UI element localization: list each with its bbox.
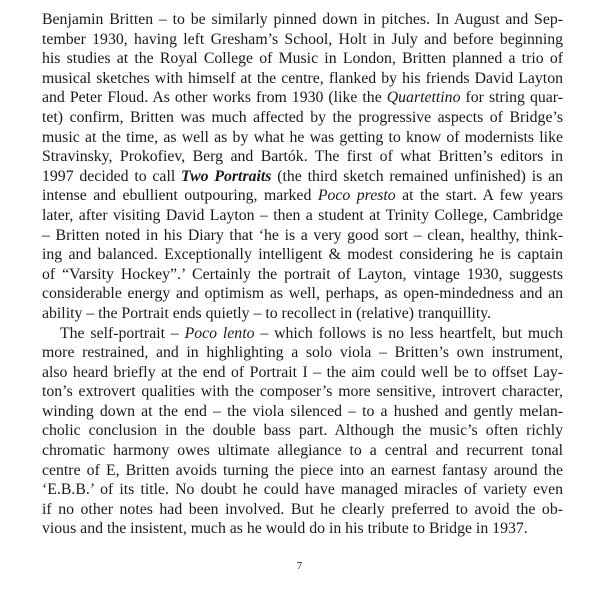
text-line xyxy=(42,304,563,324)
text-run: also heard briefly at the end of Portrait I – the aim could well be to offset Lay- xyxy=(42,363,563,381)
text-line xyxy=(42,226,563,246)
text-line xyxy=(42,324,563,344)
text-run: of “Varsity Hockey”.’ Certainly the portrait of Layton, vintage 1930, suggests xyxy=(42,265,563,283)
body-text xyxy=(42,10,563,539)
italic-term: Quartettino xyxy=(386,89,461,107)
text-run: ‘E.B.B.’ of its title. No doubt he could have managed miracles of variety even xyxy=(42,481,563,499)
text-run: vious and the insistent, much as he would do in his tribute to Bridge in 1937. xyxy=(42,520,528,538)
text-line xyxy=(42,147,563,167)
text-run: at the start. A few years xyxy=(395,187,564,205)
text-line xyxy=(42,343,563,363)
text-line xyxy=(42,519,563,539)
text-run: intense and ebullient outpouring, marked xyxy=(42,187,318,205)
text-run: music at the time, as well as by what he was getting to know of modernists like xyxy=(42,128,563,146)
text-line xyxy=(42,49,563,69)
text-run: tet) confirm, Britten was much affected by the progressive aspects of Bridge’s xyxy=(42,108,563,126)
text-run: later, after visiting David Layton – then a student at Trinity College, Cambridge xyxy=(42,206,563,224)
text-line xyxy=(42,500,563,520)
text-line xyxy=(42,480,563,500)
italic-term: Poco lento xyxy=(184,324,255,342)
text-run: considerable energy and optimism as well, perhaps, as open-mindedness and an xyxy=(42,285,563,303)
text-run: (the third sketch remained unfinished) is an xyxy=(271,167,563,185)
text-run: 1997 decided to call xyxy=(42,167,182,185)
text-line xyxy=(42,245,563,265)
text-run: ing and balanced. Exceptionally intelligent & modest considering he is captain xyxy=(42,246,563,264)
text-line xyxy=(42,265,563,285)
text-line xyxy=(42,363,563,383)
text-line xyxy=(42,284,563,304)
text-line xyxy=(42,186,563,206)
text-line xyxy=(42,10,563,30)
page-number: 7 xyxy=(296,560,303,572)
text-run: Benjamin Britten – to be similarly pinned down in pitches. In August and Sep- xyxy=(42,11,563,28)
text-line xyxy=(42,167,563,187)
text-run: Stravinsky, Prokofiev, Berg and Bartók. The first of what Britten’s editors in xyxy=(42,148,563,166)
text-line xyxy=(42,128,563,148)
text-run: – Britten noted in his Diary that ‘he is a very good sort – clean, healthy, think- xyxy=(42,226,563,244)
text-run: chromatic harmony owes ultimate allegiance to a central and recurrent tonal xyxy=(42,442,563,460)
text-line xyxy=(42,30,563,50)
italic-term: Poco presto xyxy=(317,187,396,205)
text-run: cholic conclusion in the double bass part. Although the music’s often richly xyxy=(42,422,563,440)
text-run: if no other notes had been involved. But he clearly preferred to avoid the ob- xyxy=(42,500,563,518)
text-run: and Peter Floud. As other works from 1930 (like the xyxy=(42,89,387,107)
text-run: musical sketches with himself at the centre, flanked by his friends David Layton xyxy=(42,69,563,87)
text-run: centre of E, Britten avoids turning the piece into an earnest fantasy around the xyxy=(42,461,563,479)
text-line xyxy=(42,421,563,441)
text-run: more restrained, and in highlighting a solo viola – Britten’s own instrument, xyxy=(42,344,563,362)
text-line xyxy=(42,382,563,402)
text-run: winding down at the end – the viola silenced – to a hushed and gently melan- xyxy=(42,402,563,420)
text-run: tember 1930, having left Gresham’s School, Holt in July and before beginning xyxy=(42,30,563,48)
text-run: The self-portrait – xyxy=(60,324,185,342)
work-title: Two Portraits xyxy=(181,167,272,185)
text-line xyxy=(42,206,563,226)
text-run: for string quar- xyxy=(460,89,563,107)
text-line xyxy=(42,69,563,89)
text-line xyxy=(42,88,563,108)
text-run: ability – the Portrait ends quietly – to recollect in (relative) tranquillity. xyxy=(42,304,492,322)
text-run: his studies at the Royal College of Music in London, Britten planned a trio of xyxy=(42,50,563,68)
text-run: – which follows is no less heartfelt, but much xyxy=(254,324,563,342)
text-line xyxy=(42,441,563,461)
text-line xyxy=(42,461,563,481)
text-run: ton’s extrovert qualities with the composer’s more sensitive, introvert character, xyxy=(42,383,563,401)
text-line xyxy=(42,108,563,128)
text-line xyxy=(42,402,563,422)
